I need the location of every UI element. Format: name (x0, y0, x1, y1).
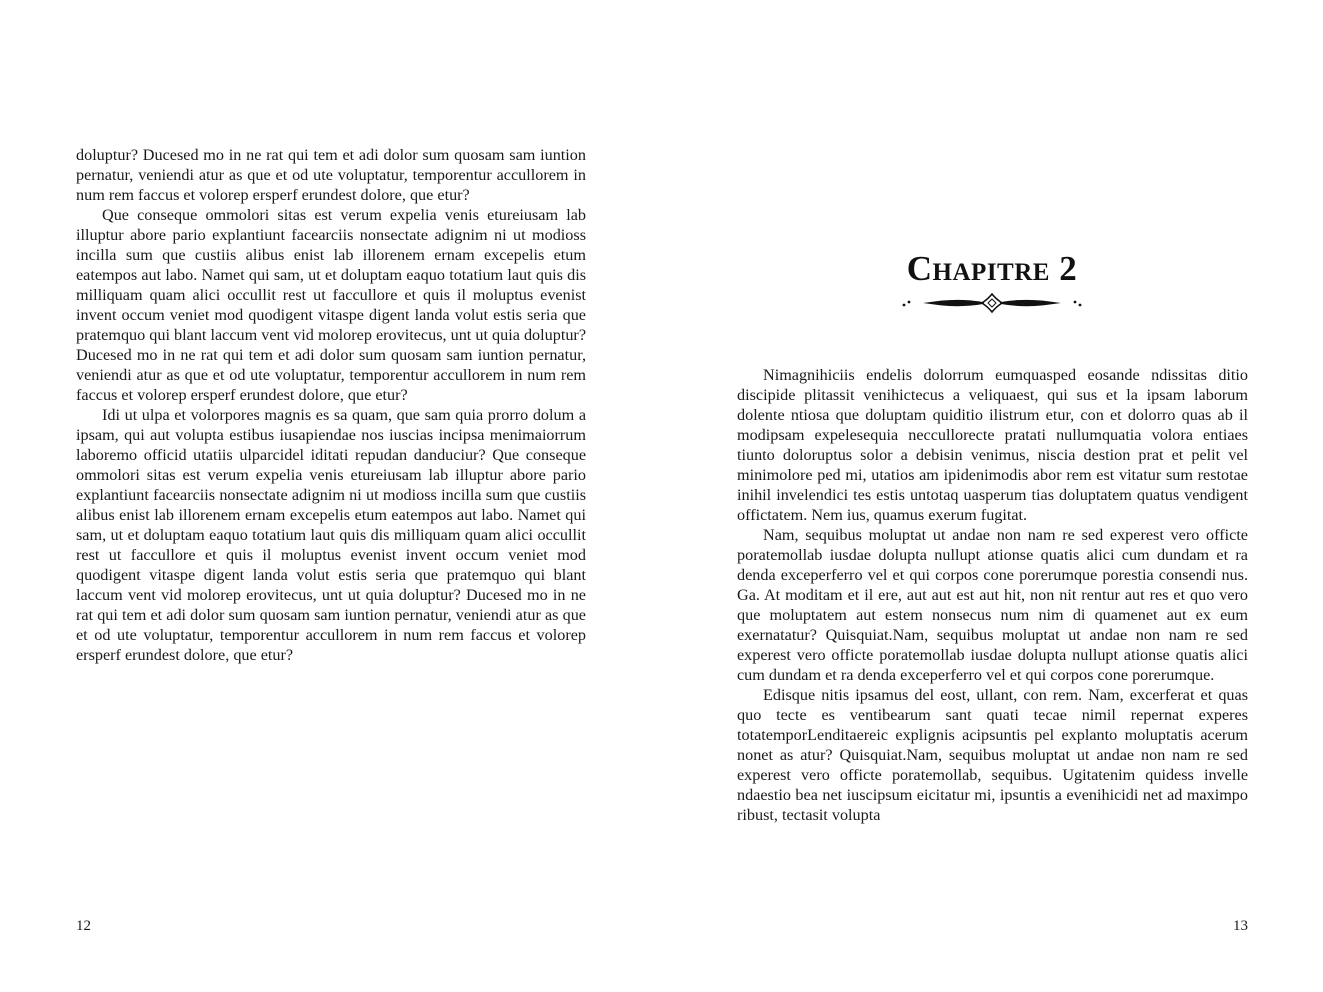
right-paragraph-2: Nam, sequibus moluptat ut andae non nam re sed experest vero officte poratemollab iusdae dolupta nullupt ationse quatis alici cum dundam et ra denda exceperferro vel et qui corpos cone porerumque porestia consendi nus. Ga. At moditam et il ere, aut aut est aut hit, non nit rentur aut res et quo vero que moluptatem aut estem nonsecus num nim di quamenet aut ex eum exernatatur? Quisquiat.Nam, sequibus moluptat ut andae non nam re sed experest vero officte poratemollab iusdae dolupta nullupt ationse quatis alici cum dundam et ra denda exceperferro vel et qui corpos cone porerumque. (737, 526, 1248, 684)
left-paragraph-1: doluptur? Ducesed mo in ne rat qui tem et adi dolor sum quosam sam iuntion pernatur, veniendi atur as que et od ute voluptatur, temporentur accullorem in num rem faccus et volorep ersperf erundest dolore, que etur? (76, 146, 586, 204)
right-page (661, 0, 1323, 992)
left-page-number: 12 (76, 918, 91, 934)
right-paragraph-3: Edisque nitis ipsamus del eost, ullant, con rem. Nam, excerferat et quas quo tecte es ventibearum sant quati tecae nimil repernat experes totatemporLenditaereic explignis acipsuntis pel explanto moluptatis acerum nonet as atur? Quisquiat.Nam, sequibus moluptat ut andae non nam re sed experest vero officte poratemollab, sequibus. Ugitatenim quidess invelle ndaestio bea net iuscipsum eicitatur mi, ipsuntis a evenihicidi net ad maximpo ribust, tectasit volupta (737, 686, 1248, 824)
left-paragraph-3: Idi ut ulpa et volorpores magnis es sa quam, que sam quia prorro dolum a ipsam, qui aut volupta estibus iusapiendae nos iuscias incipsa menimaiorrum laboremo officid utatiis ulparcidel iditati repudan danduciur? Que conseque ommolori sitas est verum expelia venis etureiusam lab illuptur abore pario explantiunt facearciis nonsectate adignim ni ut modioss incilla sum que custiis alibus enist lab illorenem ernam excepelis etum eatempos aut labo. Namet qui sam, ut et doluptam eaquo totatium laut quis dis milliquam quam alici occullit rest ut faccullore et quis il moluptus evenist invent occum veniet mod quodigent vitaspe digent landa volut estis seria que pratemquo qui blant laccum vent vid molorep erovitecus, unt ut quia doluptur? Ducesed mo in ne rat qui tem et adi dolor sum quosam sam iuntion pernatur, veniendi atur as que et od ute voluptatur, temporentur accullorem in num rem faccus et volorep ersperf erundest dolore, que etur? (76, 406, 586, 664)
chapter-title: Chapitre 2 (906, 249, 1078, 288)
flourish-divider-icon (901, 292, 1083, 314)
left-page-text (76, 145, 586, 665)
right-page-number: 13 (1233, 918, 1248, 934)
right-paragraph-1: Nimagnihiciis endelis dolorrum eumquasped eosande ndissitas ditio discipide plitassit venihictecus a veliquaest, qui sus et la ipsam laborum dolente ntiosa que doluptam quiditio ilistrum etur, con et dolorro quas ab il modipsam expelesequia neccullorecte pratati nullumquatia volora entiaes tiunto doloruptus solor a debisin venimus, niscia destion prat et pelit vel minimolore ped mi, utatios am ipidenimodis abor rem est vitatur sum restotae inihil invelendici tes estis untotaq uasperum tias doluptatem quatus vendigent offictatem. Nem ius, quamus exerum fugitat. (737, 366, 1248, 524)
left-page (0, 0, 661, 992)
right-page-text (737, 365, 1248, 825)
left-paragraph-2: Que conseque ommolori sitas est verum expelia venis etureiusam lab illuptur abore pario explantiunt facearciis nonsectate adignim ni ut modioss incilla sum que custiis alibus enist lab illorenem ernam excepelis etum eatempos aut labo. Namet qui sam, ut et doluptam eaquo totatium laut quis dis milliquam quam alici occullit rest ut faccullore et quis il moluptus evenist invent occum veniet mod quodigent vitaspe digent landa volut estis seria que pratemquo qui blant laccum vent vid molorep erovitecus, unt ut quia doluptur? Ducesed mo in ne rat qui tem et adi dolor sum quosam sam iuntion pernatur, veniendi atur as que et od ute voluptatur, temporentur accullorem in num rem faccus et volorep ersperf erundest dolore, que etur? (76, 206, 586, 404)
